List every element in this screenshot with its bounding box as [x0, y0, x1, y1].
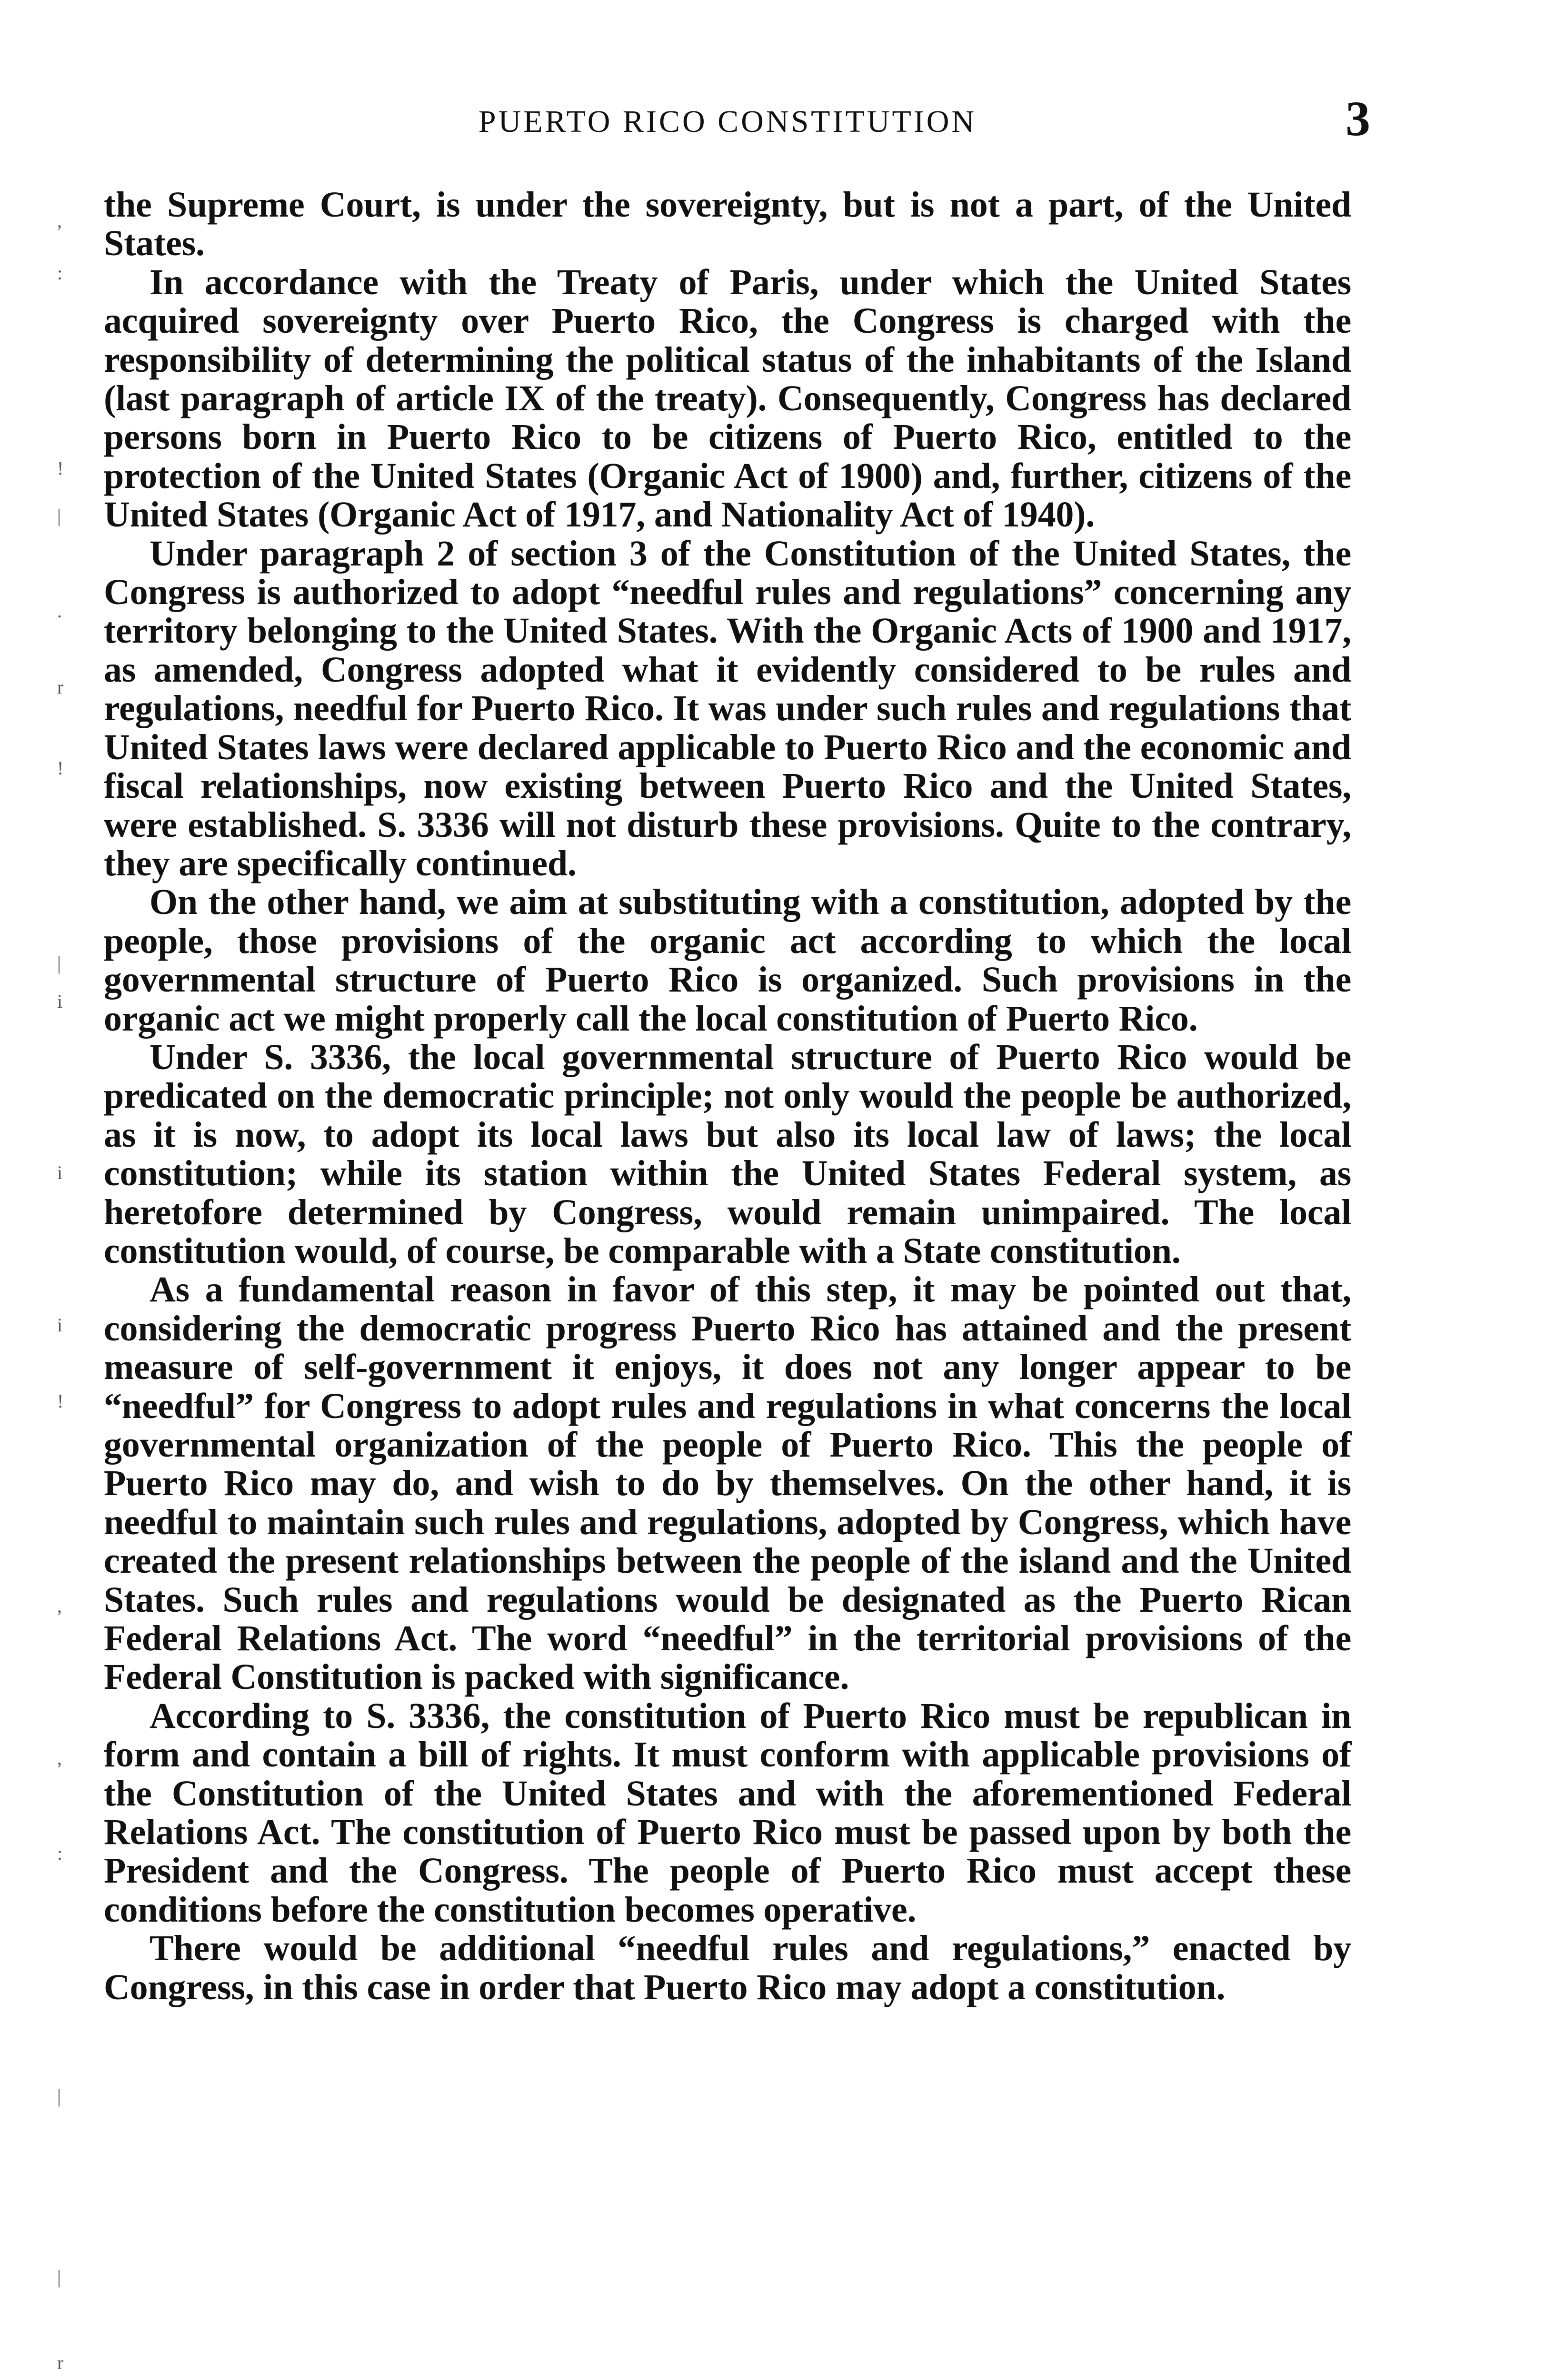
margin-mark: i	[57, 1314, 63, 1336]
paragraph-6: As a fundamental reason in favor of this step, it may be pointed out that, considering the democratic progress Puerto Rico has attained and the present measure of self-government it enjoys, it does not any longer appear to be “needful” for Congress to adopt rules and regulations in what concerns the local governmental organization of the people of Puerto Rico. This the people of Puerto Rico may do, and wish to do by themselves. On the other hand, it is needful to maintain such rules and regulations, adopted by Congress, which have created the present relationships between the people of the island and the United States. Such rules and regulations would be designated as the Puerto Rican Federal Relations Act. The word “needful” in the territorial provisions of the Federal Constitution is packed with significance.	[104, 1269, 1351, 1697]
margin-mark: i	[57, 1162, 63, 1183]
margin-mark: ,	[57, 210, 62, 231]
margin-mark: ,	[57, 1747, 62, 1769]
margin-mark: :	[57, 1843, 63, 1864]
margin-mark: i	[57, 991, 63, 1012]
paragraph-5: Under S. 3336, the local governmental structure of Puerto Rico would be predicated on the democratic principle; not only would the people be authorized, as it is now, to adopt its local laws but also its local law of laws; the local constitution; while its station within the United States Federal system, as heretofore determined by Congress, would remain unimpaired. The local constitution would, of course, be comparable with a State constitution.	[104, 1037, 1351, 1271]
running-head	[104, 91, 1370, 148]
paragraph-1: the Supreme Court, is under the sovereignty, but is not a part, of the United States.	[104, 185, 1351, 264]
margin-mark: :	[57, 262, 63, 284]
margin-mark: ,	[57, 1595, 62, 1616]
paragraph-2: In accordance with the Treaty of Paris, under which the United States acquired sovereignty over Puerto Rico, the Congress is charged with the responsibility of determining the political status of the inhabitants of the Island (last paragraph of article IX of the treaty). Consequently, Congress has declared persons born in Puerto Rico to be citizens of Puerto Rico, entitled to the protection of the United States (Organic Act of 1900) and, further, citizens of the United States (Organic Act of 1917, and Nationality Act of 1940).	[104, 262, 1351, 535]
margin-marks	[57, 190, 76, 2380]
margin-mark: |	[57, 505, 61, 526]
margin-mark: !	[57, 1390, 64, 1412]
margin-mark: r	[57, 2352, 64, 2373]
paragraph-3: Under paragraph 2 of section 3 of the Constitution of the United States, the Congress is authorized to adopt “needful rules and regulations” concerning any territory belonging to the United States. With the Organic Acts of 1900 and 1917, as amended, Congress adopted what it evidently considered to be rules and regulations, needful for Puerto Rico. It was under such rules and regulations that United States laws were declared applicable to Puerto Rico and the economic and fiscal relationships, now existing between Puerto Rico and the United States, were established. S. 3336 will not disturb these provisions. Quite to the contrary, they are specifically continued.	[104, 533, 1351, 883]
margin-mark: |	[57, 2085, 61, 2107]
margin-mark: r	[57, 676, 64, 698]
paragraph-8: There would be additional “needful rules and regulations,” enacted by Congress, in this case in order that Puerto Rico may adopt a constitution.	[104, 1928, 1351, 2007]
margin-mark: !	[57, 457, 64, 479]
body-text	[104, 186, 1351, 2007]
margin-mark: .	[57, 600, 62, 622]
margin-mark: |	[57, 2266, 61, 2288]
margin-mark: !	[57, 757, 64, 779]
running-title: PUERTO RICO CONSTITUTION	[478, 104, 977, 139]
margin-mark: |	[57, 952, 61, 974]
page-number: 3	[1346, 91, 1370, 146]
paragraph-4: On the other hand, we aim at substituting with a constitution, adopted by the people, those provisions of the organic act according to which the local governmental structure of Puerto Rico is organized. Such provisions in the organic act we might properly call the local constitution of Puerto Rico.	[104, 882, 1351, 1039]
paragraph-7: According to S. 3336, the constitution of Puerto Rico must be republican in form and contain a bill of rights. It must conform with applicable provisions of the Constitution of the United States and with the aforementioned Federal Relations Act. The constitution of Puerto Rico must be passed upon by both the President and the Congress. The people of Puerto Rico must accept these conditions before the constitution becomes operative.	[104, 1696, 1351, 1930]
